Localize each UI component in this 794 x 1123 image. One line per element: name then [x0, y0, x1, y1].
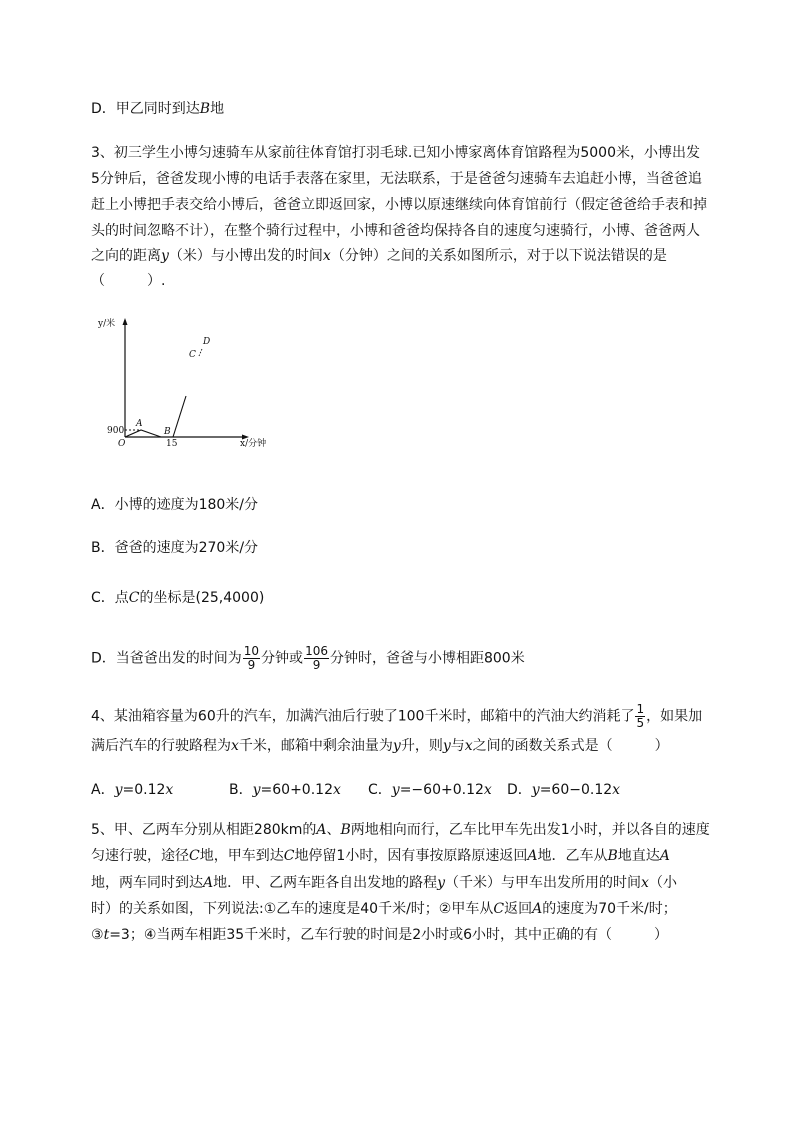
q3-line-6: （ ）. [91, 273, 166, 289]
q3-line-5: 之向的距离y（米）与小博出发的时间x（分钟）之间的关系如图所示，对于以下说法错误的是 [91, 248, 667, 264]
y-axis-label: y/米 [98, 319, 116, 329]
y-tick-label: 900 [107, 426, 125, 436]
q4-line-2: 满后汽车的行驶路程为x千米，邮箱中剩余油量为y升，则y与x之间的函数关系式是（ ） [91, 738, 669, 754]
q3-line-4: 头的时间忽略不计），在整个骑行过程中，小博和爸爸均保持各自的速度匀速骑行，小博、爸爸两人 [91, 223, 700, 239]
q3-option-c: C．点C的坐标是(25,4000) [91, 590, 265, 606]
q3-option-b: B．爸爸的速度为270米/分 [91, 540, 259, 556]
graph-line [125, 430, 161, 437]
point-c-label: C [189, 350, 196, 360]
q5-line-5: ③t=3；④当两车相距35千米时，乙车行驶的时间是2小时或6小时，其中正确的有（ ） [91, 927, 669, 943]
fraction-10-9: $\frac{10}{9}$ [243, 644, 260, 672]
point-b-label: B [164, 427, 171, 437]
q3-option-d: D．当爸爸出发的时间为 $\frac{10}{9}$ 分钟或 $\frac{106}{9}$ 分钟时，爸爸与小博相距800米 [91, 644, 525, 672]
q2-option-d: D．甲乙同时到达B地 [91, 101, 225, 117]
q5-line-3: 地，两车同时到达A地．甲、乙两车距各自出发地的路程y（千米）与甲车出发所用的时间x（小 [91, 875, 677, 891]
point-a-label: A [136, 419, 143, 429]
graph-line-rising [173, 396, 186, 437]
q3-line-1: 3、初三学生小博匀速骑车从家前往体育馆打羽毛球.已知小博家离体育馆路程为5000米，小博出发 [91, 145, 700, 161]
q4-option-a: A．y=0.12x [91, 782, 174, 798]
q5-line-1: 5、甲、乙两车分别从相距280km的A、B两地相向而行，乙车比甲车先出发1小时，并以各自的速度 [91, 822, 710, 838]
q4-option-d: D．y=60−0.12x [507, 782, 621, 798]
x-tick-label: 15 [166, 439, 178, 447]
x-axis-label: x/分钟 [240, 439, 267, 447]
q3-line-3: 赶上小博把手表交给小博后，爸爸立即返回家，小博以原速继续向体育馆前行（假定爸爸给手表和掉 [91, 197, 707, 213]
y-axis-arrow [123, 318, 128, 325]
q5-line-2: 匀速行驶，途径C地，甲车到达C地停留1小时，因有事按原路原速返回A地．乙车从B地直达A [91, 848, 670, 864]
graph-line-cd [199, 349, 202, 356]
point-d-label: D [203, 337, 211, 347]
q3-graph [95, 312, 285, 447]
q5-line-4: 时）的关系如图，下列说法:①乙车的速度是40千米/时；②甲车从C返回A的速度为70千米/时； [91, 901, 677, 917]
fraction-1-5: $\frac{1}{5}$ [636, 702, 645, 730]
fraction-106-9: $\frac{106}{9}$ [305, 644, 328, 672]
q3-line-2: 5分钟后，爸爸发现小博的电话手表落在家里，无法联系，于是爸爸匀速骑车去追赶小博，当爸爸追 [91, 171, 702, 187]
q4-option-c: C．y=−60+0.12x [368, 782, 492, 798]
q4-option-b: B．y=60+0.12x [229, 782, 341, 798]
q4-line-1: 4、某油箱容量为60升的汽车，加满汽油后行驶了100千米时，邮箱中的汽油大约消耗了 $\frac{1}{5}$ ，如果加 [91, 702, 703, 730]
q3-option-a: A．小博的迹度为180米/分 [91, 497, 259, 513]
origin-label: O [118, 439, 126, 447]
